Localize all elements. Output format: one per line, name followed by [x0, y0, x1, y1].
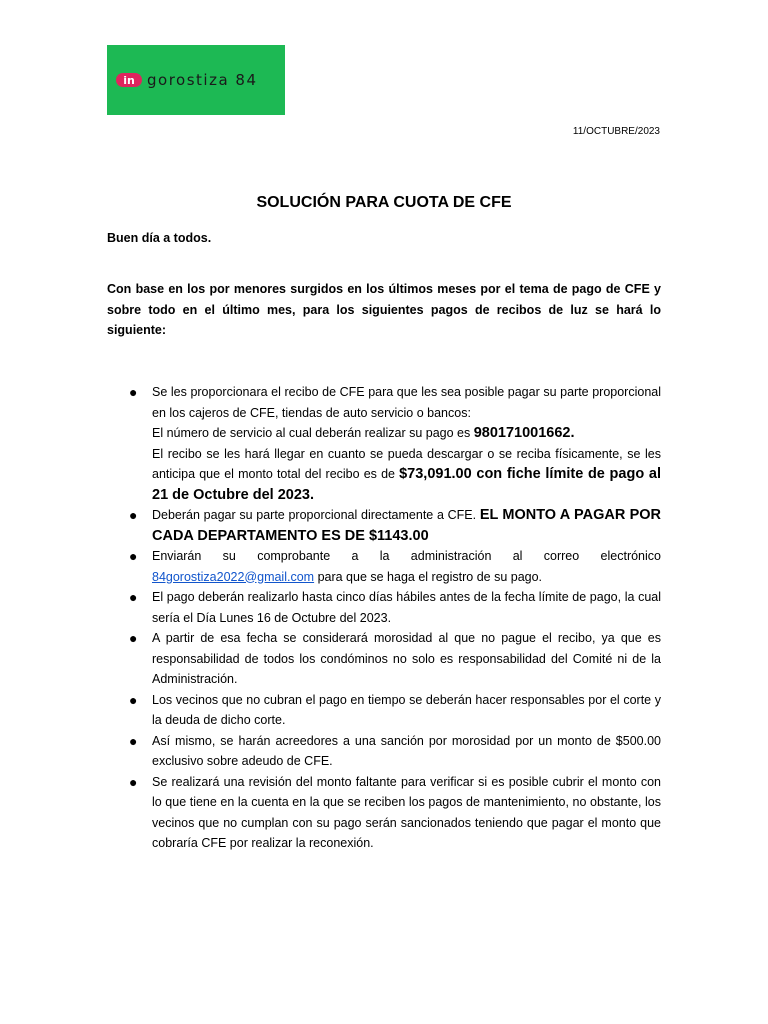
item-text: Los vecinos que no cubran el pago en tiempo se deberán hacer responsables por el corte y la deuda de dicho corte.: [152, 692, 661, 727]
intro-paragraph: Con base en los por menores surgidos en los últimos meses por el tema de pago de CFE y sobre todo en el último mes, para los siguientes pagos de recibos de luz se hará lo siguiente:: [107, 282, 661, 337]
document-date: 11/OCTUBRE/2023: [572, 126, 660, 137]
bullet-icon: ●: [129, 773, 138, 790]
greeting: Buen día a todos.: [107, 231, 212, 245]
list-item: [107, 546, 661, 587]
receipt-amount: $73,091.00 con fiche límite de pago al 21 de Octubre del 2023.: [152, 466, 661, 503]
list-item: [107, 690, 661, 731]
receipt-line: [152, 444, 661, 506]
service-number: 980171001662.: [473, 425, 575, 441]
email-link[interactable]: 84gorostiza2022@gmail.com: [152, 569, 315, 584]
item-text: Se realizará una revisión del monto faltante para verificar si es posible cubrir el monto con lo que tiene en la cuenta en la que se reciben los pagos de mantenimiento, no obstante, los vecinos que no cumplan con su pago serán sancionados teniendo que pagar el monto que cobraría CFE por realizar la reconexión.: [152, 774, 661, 850]
item-text: Deberán pagar su parte proporcional directamente a CFE.: [152, 508, 480, 522]
item-text: A partir de esa fecha se considerará morosidad al que no pague el recibo, ya que es responsabilidad de todos los condóminos no solo es responsabilidad del Comité ni de la Administración.: [152, 631, 661, 686]
bullet-icon: ●: [129, 507, 138, 523]
bullet-icon: ●: [129, 691, 138, 708]
list-item: [107, 587, 661, 628]
list-item: [107, 772, 661, 854]
document-title: SOLUCIÓN PARA CUOTA DE CFE: [256, 194, 512, 211]
logo-badge: in: [116, 73, 142, 87]
receipt-label: El recibo se les hará llegar en cuanto se pueda descargar o se reciba físicamente, se les anticipa que el monto total del recibo es de: [152, 446, 661, 481]
bullet-icon: ●: [129, 384, 138, 400]
bullet-icon: ●: [129, 630, 138, 646]
bullet-icon: ●: [129, 589, 138, 605]
item-text: El pago deberán realizarlo hasta cinco días hábiles antes de la fecha límite de pago, la cual sería el Día Lunes 16 de Octubre del 2023.: [152, 590, 661, 625]
company-logo: [107, 45, 285, 115]
bullet-icon: ●: [129, 548, 138, 564]
amount-per-apartment: EL MONTO A PAGAR POR CADA DEPARTAMENTO ES DE $1143.00: [152, 507, 661, 544]
instructions-list: [107, 382, 661, 854]
list-item: [107, 731, 661, 772]
service-line: [152, 423, 661, 444]
list-item: [107, 505, 661, 546]
item-text: para que se haga el registro de su pago.: [314, 569, 543, 584]
list-item: [107, 628, 661, 690]
item-text: Se les proporcionara el recibo de CFE para que les sea posible pagar su parte proporcional en los cajeros de CFE, tiendas de auto servicio o bancos:: [152, 385, 661, 420]
bullet-icon: ●: [129, 732, 138, 749]
service-label: El número de servicio al cual deberán realizar su pago es: [152, 426, 474, 440]
logo-text: gorostiza 84: [147, 71, 258, 89]
item-text: Así mismo, se harán acreedores a una sanción por morosidad por un monto de $500.00 exclusivo sobre adeudo de CFE.: [152, 733, 661, 768]
list-item: [107, 382, 661, 505]
item-text: Enviarán su comprobante a la administración al correo electrónico: [152, 549, 661, 563]
